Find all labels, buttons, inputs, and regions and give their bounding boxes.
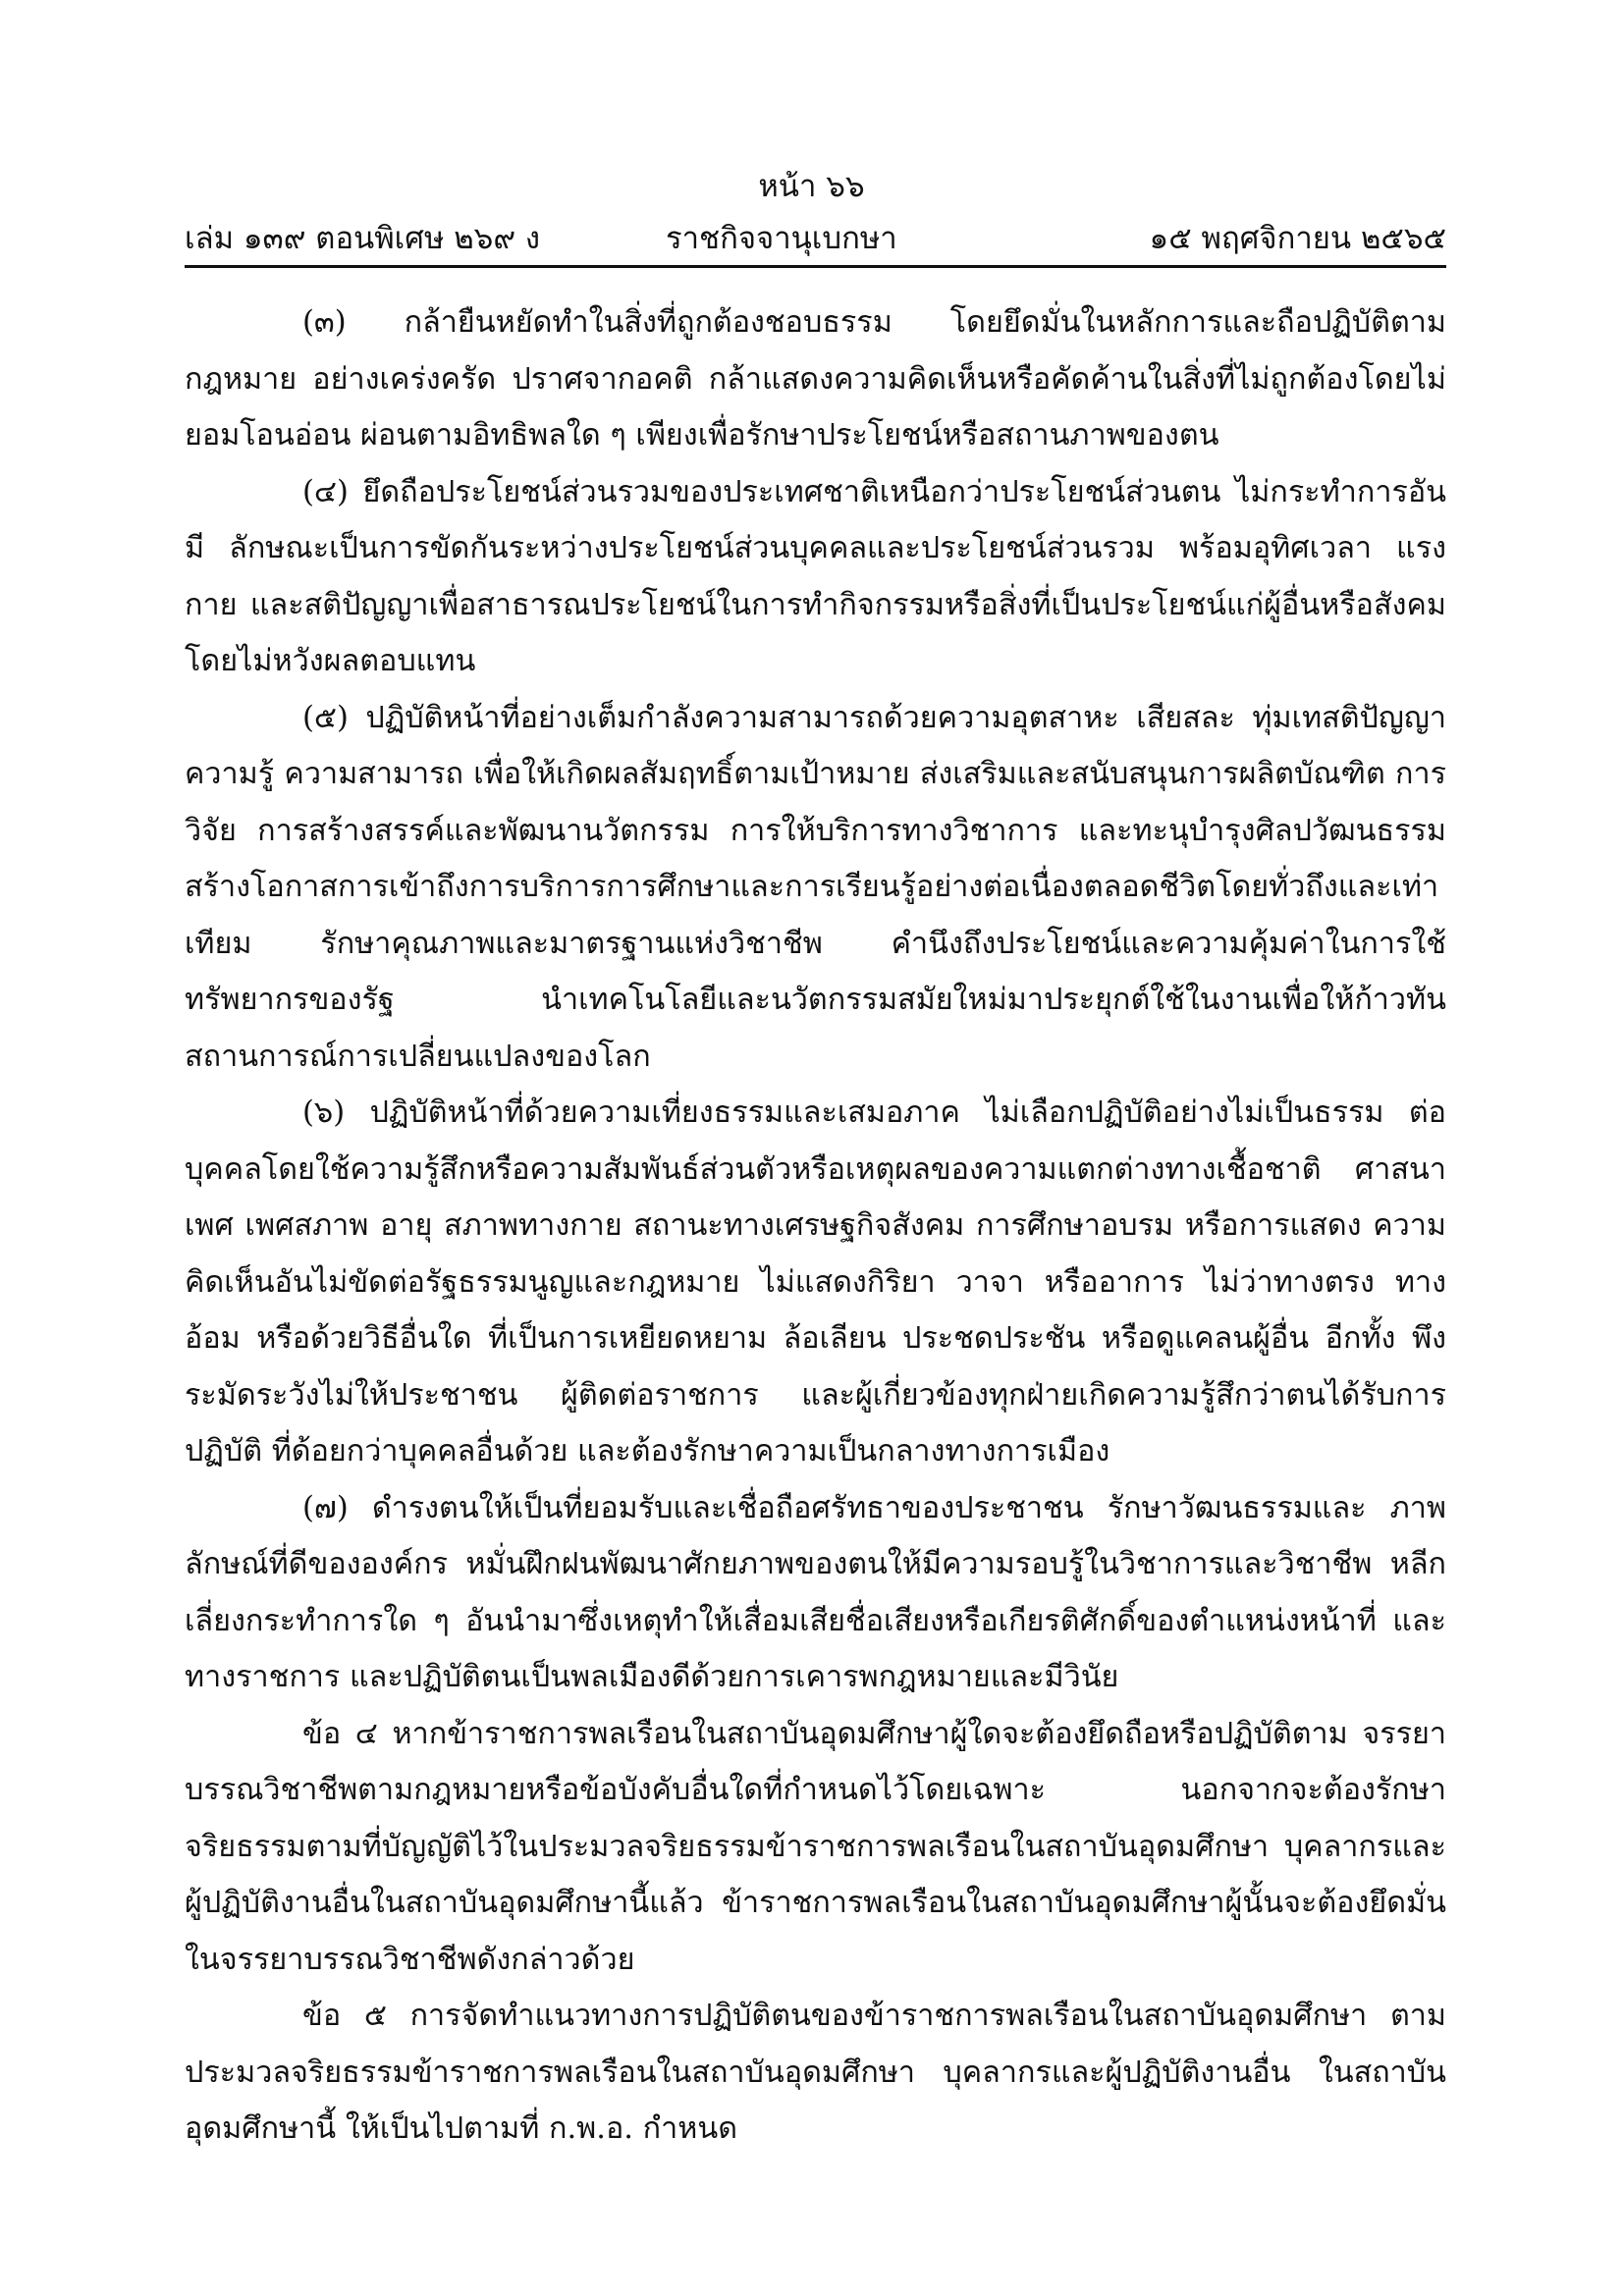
gazette-header xyxy=(185,216,1446,261)
header-divider xyxy=(185,265,1446,268)
volume-issue: เล่ม ๑๓๙ ตอนพิเศษ ๒๖๙ ง xyxy=(185,221,541,256)
publication-date: ๑๕ พฤศจิกายน ๒๕๖๕ xyxy=(1149,221,1446,256)
publication-title: ราชกิจจานุเบกษา xyxy=(666,221,897,256)
paragraph-4: (๔) ยึดถือประโยชน์ส่วนรวมของประเทศชาติเหนือกว่าประโยชน์ส่วนตน ไม่กระทำการอันมี ลักษณะเป็นการขัดกันระหว่างประโยชน์ส่วนบุคคลและประโยชน์ส่วนรวม พร้อมอุทิศเวลา แรงกาย และสติปัญญาเพื่อสาธารณประโยชน์ในการทำกิจกรรมหรือสิ่งที่เป็นประโยชน์แก่ผู้อื่นหรือสังคม โดยไม่หวังผลตอบแทน xyxy=(185,474,1446,678)
clause-4: ข้อ ๔ หากข้าราชการพลเรือนในสถาบันอุดมศึกษาผู้ใดจะต้องยึดถือหรือปฏิบัติตาม จรรยาบรรณวิชาชีพตามกฎหมายหรือข้อบังคับอื่นใดที่กำหนดไว้โดยเฉพาะ นอกจากจะต้องรักษา จริยธรรมตามที่บัญญัติไว้ในประมวลจริยธรรมข้าราชการพลเรือนในสถาบันอุดมศึกษา บุคลากรและ ผู้ปฏิบัติงานอื่นในสถาบันอุดมศึกษานี้แล้ว ข้าราชการพลเรือนในสถาบันอุดมศึกษาผู้นั้นจะต้องยึดมั่น ในจรรยาบรรณวิชาชีพดังกล่าวด้วย xyxy=(185,1716,1446,1977)
paragraph-3: (๓) กล้ายืนหยัดทำในสิ่งที่ถูกต้องชอบธรรม โดยยึดมั่นในหลักการและถือปฏิบัติตามกฎหมาย อย่างเคร่งครัด ปราศจากอคติ กล้าแสดงความคิดเห็นหรือคัดค้านในสิ่งที่ไม่ถูกต้องโดยไม่ยอมโอนอ่อน ผ่อนตามอิทธิพลใด ๆ เพียงเพื่อรักษาประโยชน์หรือสถานภาพของตน xyxy=(185,305,1446,453)
paragraph-7: (๗) ดำรงตนให้เป็นที่ยอมรับและเชื่อถือศรัทธาของประชาชน รักษาวัฒนธรรมและ ภาพลักษณ์ที่ดีขององค์กร หมั่นฝึกฝนพัฒนาศักยภาพของตนให้มีความรอบรู้ในวิชาการและวิชาชีพ หลีกเลี่ยงกระทำการใด ๆ อันนำมาซึ่งเหตุทำให้เสื่อมเสียชื่อเสียงหรือเกียรติศักดิ์ของตำแหน่งหน้าที่ และทางราชการ และปฏิบัติตนเป็นพลเมืองดีด้วยการเคารพกฎหมายและมีวินัย xyxy=(185,1490,1446,1694)
paragraph-6: (๖) ปฏิบัติหน้าที่ด้วยความเที่ยงธรรมและเสมอภาค ไม่เลือกปฏิบัติอย่างไม่เป็นธรรม ต่อบุคคลโดยใช้ความรู้สึกหรือความสัมพันธ์ส่วนตัวหรือเหตุผลของความแตกต่างทางเชื้อชาติ ศาสนา เพศ เพศสภาพ อายุ สภาพทางกาย สถานะทางเศรษฐกิจสังคม การศึกษาอบรม หรือการแสดง ความคิดเห็นอันไม่ขัดต่อรัฐธรรมนูญและกฎหมาย ไม่แสดงกิริยา วาจา หรืออาการ ไม่ว่าทางตรง ทางอ้อม หรือด้วยวิธีอื่นใด ที่เป็นการเหยียดหยาม ล้อเลียน ประชดประชัน หรือดูแคลนผู้อื่น อีกทั้ง พึงระมัดระวังไม่ให้ประชาชน ผู้ติดต่อราชการ และผู้เกี่ยวข้องทุกฝ่ายเกิดความรู้สึกว่าตนได้รับการปฏิบัติ ที่ด้อยกว่าบุคคลอื่นด้วย และต้องรักษาความเป็นกลางทางการเมือง xyxy=(185,1095,1446,1468)
page-number: หน้า ๖๖ xyxy=(758,169,865,204)
clause-5: ข้อ ๕ การจัดทำแนวทางการปฏิบัติตนของข้าราชการพลเรือนในสถาบันอุดมศึกษา ตามประมวลจริยธรรมข้าราชการพลเรือนในสถาบันอุดมศึกษา บุคลากรและผู้ปฏิบัติงานอื่น ในสถาบันอุดมศึกษานี้ ให้เป็นไปตามที่ ก.พ.อ. กำหนด xyxy=(185,1999,1446,2146)
document-body xyxy=(185,294,1446,2158)
paragraph-5: (๕) ปฏิบัติหน้าที่อย่างเต็มกำลังความสามารถด้วยความอุตสาหะ เสียสละ ทุ่มเทสติปัญญา ความรู้ ความสามารถ เพื่อให้เกิดผลสัมฤทธิ์ตามเป้าหมาย ส่งเสริมและสนับสนุนการผลิตบัณฑิต การวิจัย การสร้างสรรค์และพัฒนานวัตกรรม การให้บริการทางวิชาการ และทะนุบำรุงศิลปวัฒนธรรม สร้างโอกาสการเข้าถึงการบริการการศึกษาและการเรียนรู้อย่างต่อเนื่องตลอดชีวิตโดยทั่วถึงและเท่าเทียม รักษาคุณภาพและมาตรฐานแห่งวิชาชีพ คำนึงถึงประโยชน์และความคุ้มค่าในการใช้ทรัพยากรของรัฐ นำเทคโนโลยีและนวัตกรรมสมัยใหม่มาประยุกต์ใช้ในงานเพื่อให้ก้าวทันสถานการณ์การเปลี่ยนแปลงของโลก xyxy=(185,700,1446,1074)
